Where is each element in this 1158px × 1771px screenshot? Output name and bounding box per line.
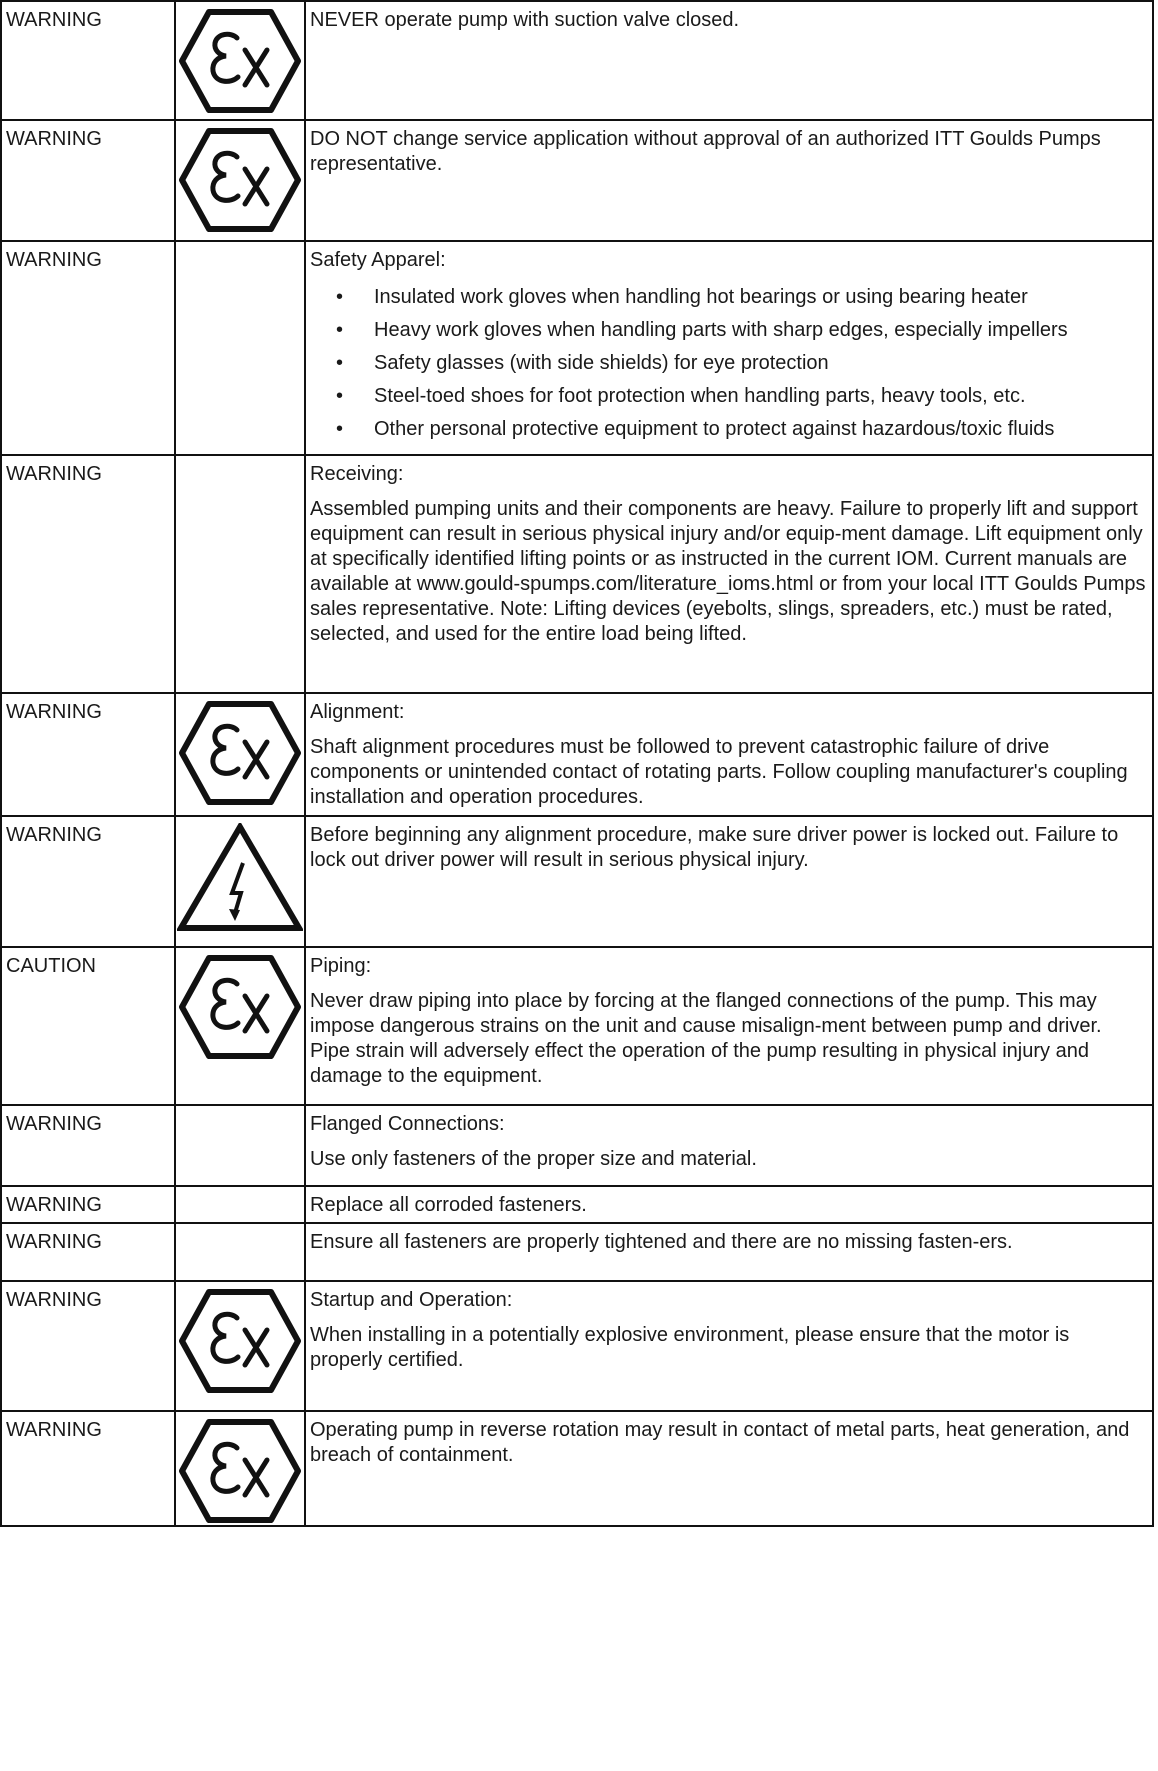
hazard-symbol-cell [175, 1, 305, 120]
hazard-text [305, 1411, 1153, 1526]
safety-row [1, 1223, 1153, 1281]
hazard-level: WARNING [1, 1186, 175, 1223]
hazard-paragraph: When installing in a potentially explosive environment, please ensure that the motor is properly certified. [310, 1324, 1070, 1371]
hazard-symbol-cell [175, 816, 305, 947]
hazard-symbol-cell [175, 1186, 305, 1223]
safety-row [1, 241, 1153, 455]
ex-explosion-icon [176, 1418, 304, 1524]
hazard-text [305, 1223, 1153, 1281]
hazard-text [305, 1186, 1153, 1223]
hazard-symbol-cell [175, 241, 305, 455]
hazard-level: WARNING [1, 1223, 175, 1281]
hazard-text [305, 1105, 1153, 1186]
hazard-paragraph: Never draw piping into place by forcing at the flanged connections of the pump. This may impose dangerous strains on the unit and cause misalign-ment between pump and driver. Pipe strain will adversely effect the operation of the pump resulting in physical injury and damage to the equipment. [310, 990, 1102, 1087]
safety-row [1, 455, 1153, 693]
hazard-symbol-cell [175, 947, 305, 1105]
hazard-heading: Piping: [310, 955, 372, 977]
hazard-paragraph: Use only fasteners of the proper size and material. [310, 1148, 757, 1170]
hazard-paragraph: Assembled pumping units and their components are heavy. Failure to properly lift and support equipment can result in serious physical injury and/or equip-ment damage. Lift equipment only at specifically identified lifting points or as instructed in the current IOM. Current manuals are available at www.gould-spumps.com/literature_ioms.html or from your local ITT Goulds Pumps sales representative. Note: Lifting devices (eyebolts, slings, spreaders, etc.) must be rated, selected, and used for the entire load being lifted. [310, 498, 1146, 645]
safety-row [1, 1105, 1153, 1186]
safety-row [1, 120, 1153, 241]
hazard-level: WARNING [1, 241, 175, 455]
hazard-heading: Flanged Connections: [310, 1113, 505, 1135]
hazard-level: WARNING [1, 816, 175, 947]
hazard-level: CAUTION [1, 947, 175, 1105]
hazard-paragraph: Operating pump in reverse rotation may result in contact of metal parts, heat generation, and breach of containment. [310, 1419, 1130, 1466]
hazard-text [305, 693, 1153, 816]
list-item: • Heavy work gloves when handling parts with sharp edges, especially impellers [310, 318, 1146, 343]
safety-row [1, 947, 1153, 1105]
hazard-paragraph: NEVER operate pump with suction valve closed. [310, 9, 740, 31]
hazard-paragraph: Safety Apparel: [310, 249, 446, 271]
hazard-symbol-cell [175, 1105, 305, 1186]
list-item: • Other personal protective equipment to protect against hazardous/toxic fluids [310, 417, 1146, 442]
hazard-symbol-cell [175, 1223, 305, 1281]
safety-row [1, 1, 1153, 120]
hazard-paragraph: Ensure all fasteners are properly tightened and there are no missing fasten-ers. [310, 1231, 1013, 1253]
ex-explosion-icon [176, 8, 304, 114]
list-item: • Safety glasses (with side shields) for eye protection [310, 351, 1146, 376]
hazard-level: WARNING [1, 455, 175, 693]
apparel-list [310, 285, 1146, 442]
hazard-paragraph: Shaft alignment procedures must be followed to prevent catastrophic failure of drive components or unintended contact of rotating parts. Follow coupling manufacturer's coupling installation and operation procedures. [310, 736, 1128, 808]
ex-explosion-icon [176, 1288, 304, 1394]
hazard-heading: Receiving: [310, 463, 404, 485]
hazard-heading: Alignment: [310, 701, 405, 723]
hazard-paragraph: Replace all corroded fasteners. [310, 1194, 587, 1216]
electrical-hazard-icon [176, 823, 304, 931]
hazard-symbol-cell [175, 1411, 305, 1526]
hazard-level: WARNING [1, 120, 175, 241]
ex-explosion-icon [176, 954, 304, 1060]
list-item: • Insulated work gloves when handling hot bearings or using bearing heater [310, 285, 1146, 310]
hazard-text [305, 947, 1153, 1105]
hazard-level: WARNING [1, 1281, 175, 1411]
list-item: • Steel-toed shoes for foot protection when handling parts, heavy tools, etc. [310, 384, 1146, 409]
hazard-text [305, 1, 1153, 120]
safety-row [1, 816, 1153, 947]
hazard-symbol-cell [175, 120, 305, 241]
hazard-level: WARNING [1, 1105, 175, 1186]
hazard-text [305, 816, 1153, 947]
hazard-heading: Startup and Operation: [310, 1289, 513, 1311]
hazard-symbol-cell [175, 455, 305, 693]
hazard-text [305, 455, 1153, 693]
hazard-paragraph: Before beginning any alignment procedure, make sure driver power is locked out. Failure to lock out driver power will result in serious physical injury. [310, 824, 1119, 871]
hazard-level: WARNING [1, 1, 175, 120]
safety-row [1, 1186, 1153, 1223]
hazard-symbol-cell [175, 693, 305, 816]
ex-explosion-icon [176, 127, 304, 233]
hazard-text [305, 1281, 1153, 1411]
hazard-text [305, 241, 1153, 455]
hazard-paragraph: DO NOT change service application without approval of an authorized ITT Goulds Pumps representative. [310, 128, 1101, 175]
hazard-level: WARNING [1, 693, 175, 816]
safety-row [1, 693, 1153, 816]
safety-row [1, 1281, 1153, 1411]
ex-explosion-icon [176, 700, 304, 806]
hazard-level: WARNING [1, 1411, 175, 1526]
safety-row [1, 1411, 1153, 1526]
hazard-symbol-cell [175, 1281, 305, 1411]
hazard-text [305, 120, 1153, 241]
